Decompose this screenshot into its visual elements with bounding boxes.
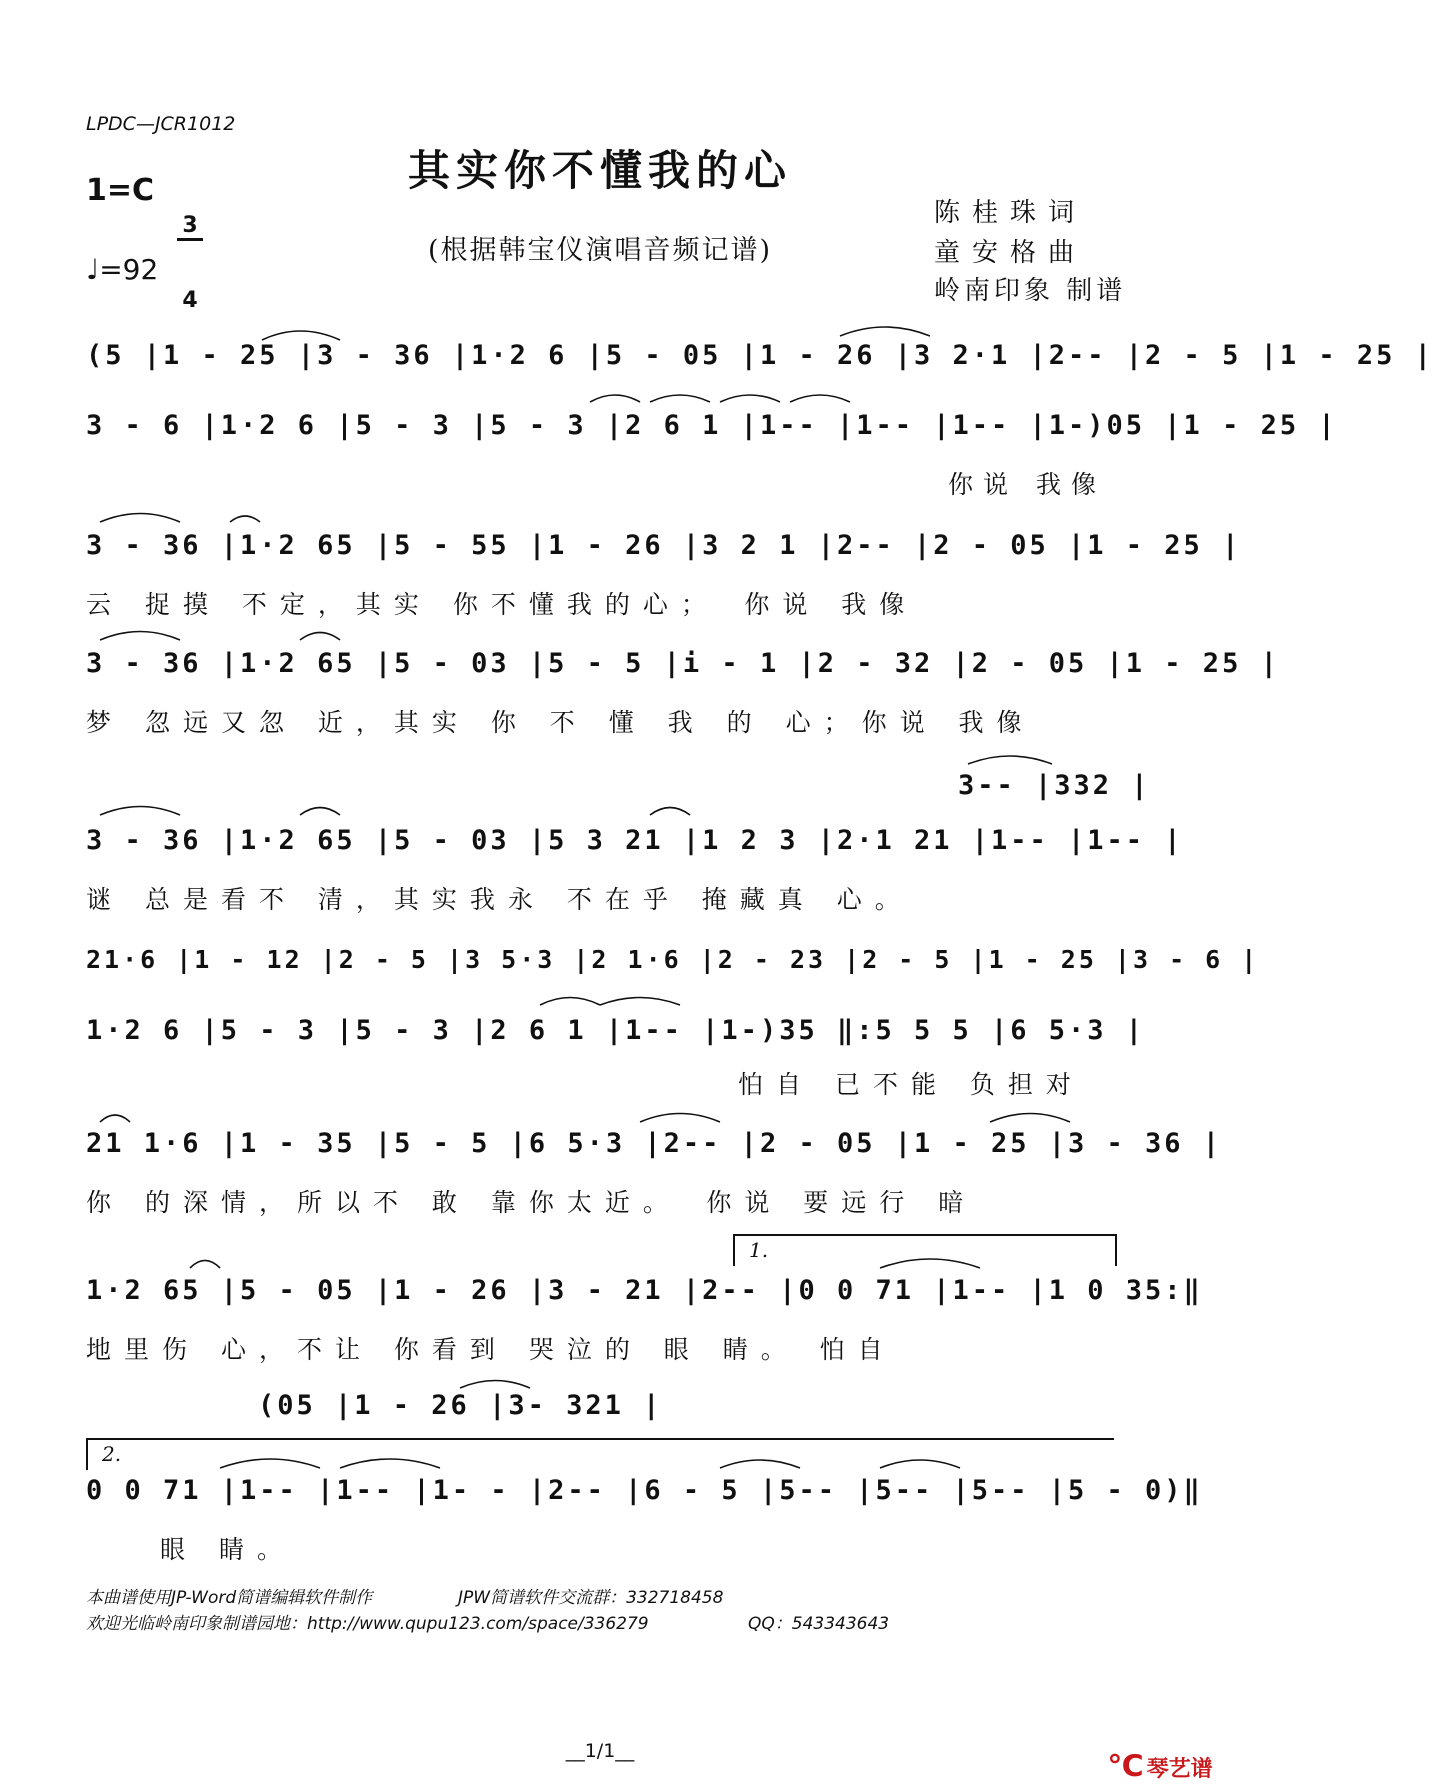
subtitle: (根据韩宝仪演唱音频记谱) <box>427 235 773 266</box>
notation-line-8: 21 1·6 |1 - 35 |5 - 5 |6 5·3 |2-- |2 - 05 |1 - 25 |3 - 36 | <box>86 1128 1223 1159</box>
lyric-line-10: 眼 睛。 <box>160 1535 295 1564</box>
logo-icon: ℃ <box>1107 1749 1144 1784</box>
lyric-line-8: 你 的深情，所以不 敢 靠你太近。 你说 要远行 暗 <box>86 1188 977 1217</box>
composer-credit: 童安格曲 <box>934 238 1087 268</box>
upper-notation-line-10: (05 |1 - 26 |3- 321 | <box>258 1390 663 1421</box>
notation-line-6: 21·6 |1 - 12 |2 - 5 |3 5·3 |2 1·6 |2 - 23 |2 - 5 |1 - 25 |3 - 6 | <box>86 945 1260 974</box>
upper-notation-line-5: 3-- |332 | <box>958 770 1151 801</box>
page-number: __1/1__ <box>565 1740 635 1762</box>
score-code: LPDC—JCR1012 <box>86 113 236 135</box>
lyric-line-2: 你说 我像 <box>948 470 1106 499</box>
meter-bottom: 4 <box>182 288 198 313</box>
notation-line-3: 3 - 36 |1·2 65 |5 - 55 |1 - 26 |3 2 1 |2-- |2 - 05 |1 - 25 | <box>86 530 1242 561</box>
lyric-line-7: 怕自 已不能 负担对 <box>738 1070 1084 1099</box>
tempo-marking: ♩=92 <box>86 253 159 286</box>
notation-line-5: 3 - 36 |1·2 65 |5 - 03 |5 3 21 |1 2 3 |2·1 21 |1-- |1-- | <box>86 825 1184 856</box>
song-title: 其实你不懂我的心 <box>407 146 792 195</box>
lyric-line-3: 云 捉摸 不定，其实 你不懂我的心； 你说 我像 <box>86 590 918 619</box>
key-signature: 1=C <box>86 173 155 208</box>
footer-qq: QQ：543343643 <box>748 1614 890 1634</box>
notation-line-10: 0 0 71 |1-- |1-- |1- - |2-- |6 - 5 |5-- |5-- |5-- |5 - 0)‖ <box>86 1475 1203 1506</box>
meter-top: 3 <box>177 214 203 241</box>
logo-text: 琴艺谱 <box>1146 1757 1213 1782</box>
notation-line-4: 3 - 36 |1·2 65 |5 - 03 |5 - 5 |i - 1 |2 - 32 |2 - 05 |1 - 25 | <box>86 648 1280 679</box>
notation-line-9: 1·2 65 |5 - 05 |1 - 26 |3 - 21 |2-- |0 0 71 |1-- |1 0 35:‖ <box>86 1275 1203 1306</box>
lyric-line-4: 梦 忽远又忽 近，其实 你 不 懂 我 的 心；你说 我像 <box>86 708 1035 737</box>
arranger-credit: 岭南印象 制谱 <box>934 276 1127 306</box>
footer-website: 欢迎光临岭南印象制谱园地：http://www.qupu123.com/space/336279 <box>86 1614 649 1634</box>
notation-line-2: 3 - 6 |1·2 6 |5 - 3 |5 - 3 |2 6 1 |1-- |1-- |1-- |1-)05 |1 - 25 | <box>86 410 1338 441</box>
footer-group-note: JPW简谱软件交流群：332718458 <box>458 1588 724 1608</box>
first-ending-label: 1. <box>749 1238 769 1262</box>
notation-line-1: (5 |1 - 25 |3 - 36 |1·2 6 |5 - 05 |1 - 26 |3 2·1 |2-- |2 - 5 |1 - 25 | <box>86 340 1434 371</box>
footer-software-note: 本曲谱使用JP-Word简谱编辑软件制作 <box>86 1588 373 1608</box>
lyricist-credit: 陈桂珠词 <box>934 198 1087 228</box>
lyric-line-9: 地里伤 心，不让 你看到 哭泣的 眼 睛。 怕自 <box>86 1335 896 1364</box>
notation-line-7: 1·2 6 |5 - 3 |5 - 3 |2 6 1 |1-- |1-)35 ‖:5 5 5 |6 5·3 | <box>86 1015 1146 1046</box>
second-ending-label: 2. <box>102 1442 122 1466</box>
lyric-line-5: 谜 总是看不 清，其实我永 不在乎 掩藏真 心。 <box>86 885 913 914</box>
